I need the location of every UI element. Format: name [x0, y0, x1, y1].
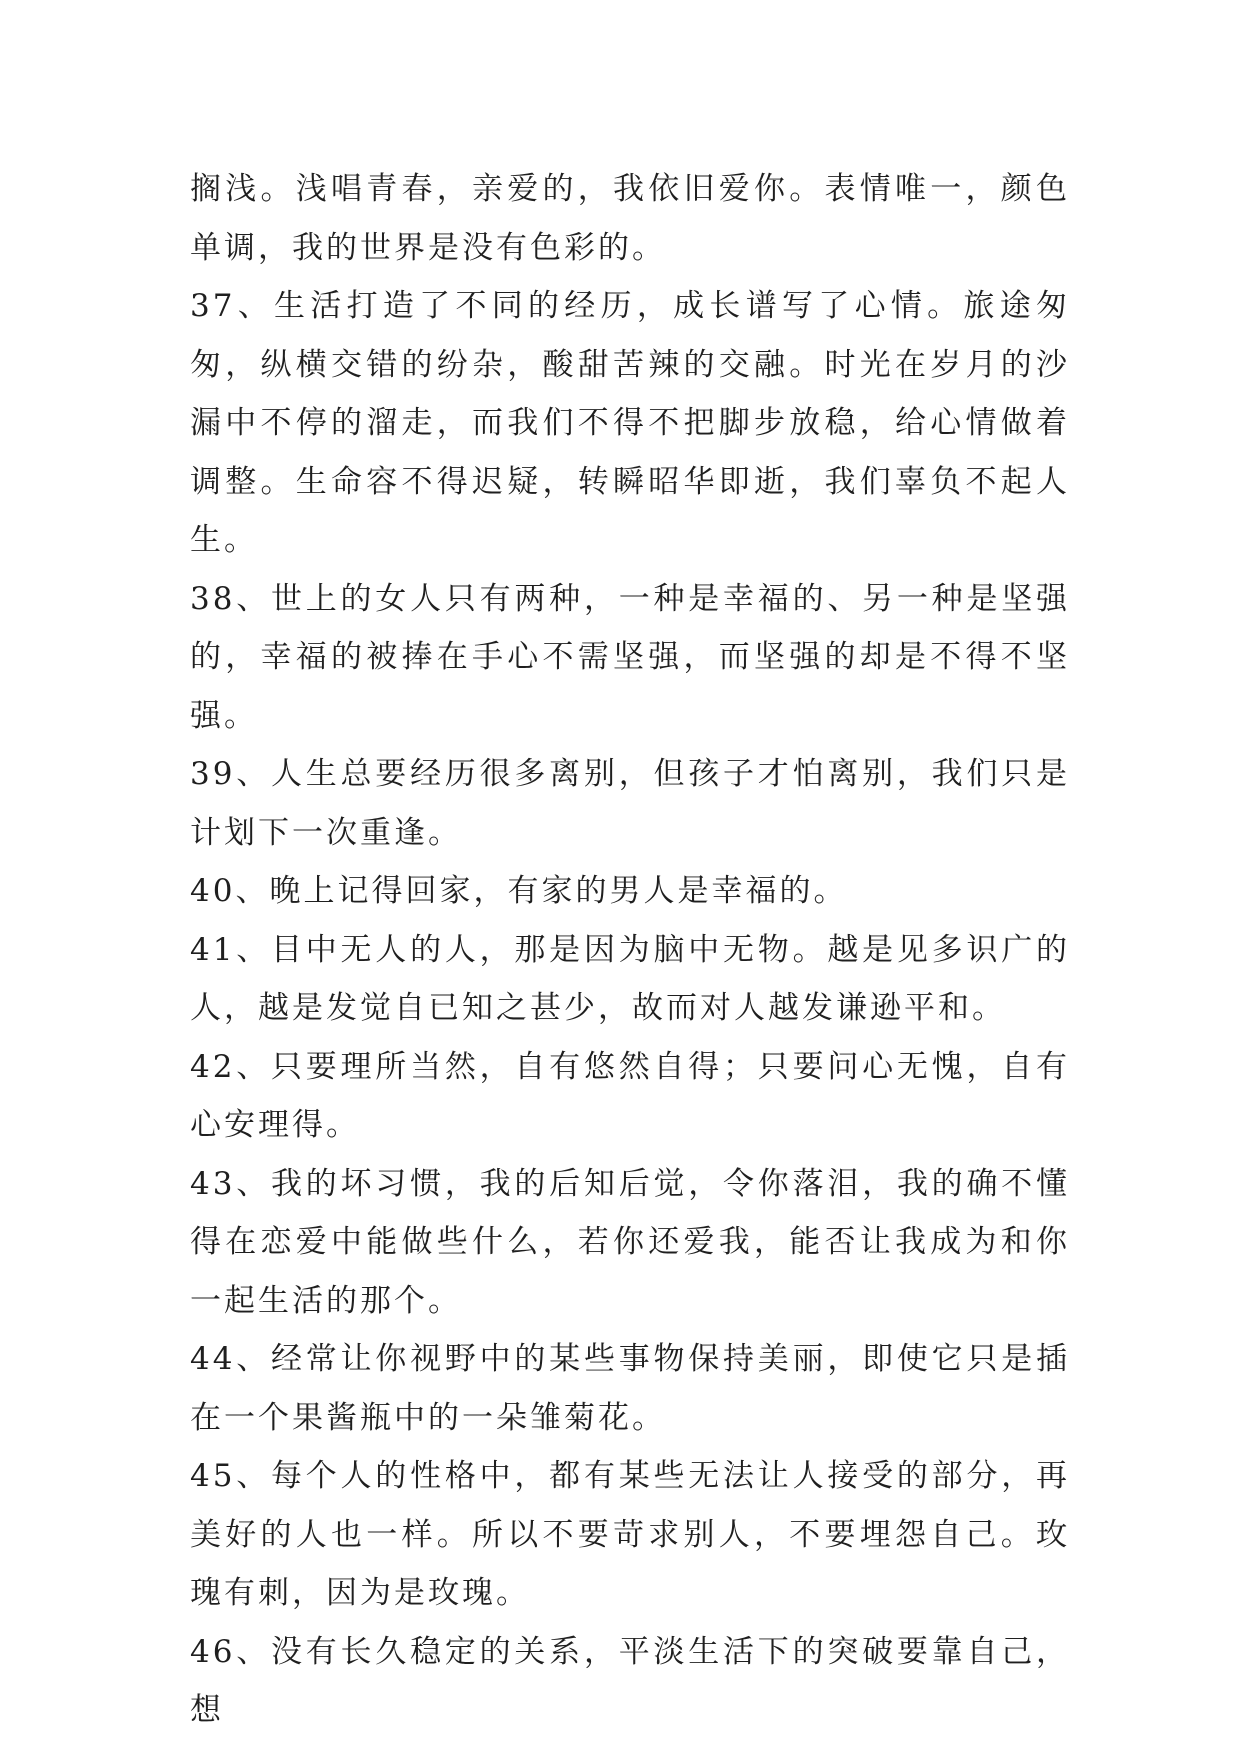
paragraph-41: 41、目中无人的人，那是因为脑中无物。越是见多识广的人，越是发觉自已知之甚少，故而对人越发谦逊平和。 [190, 931, 1070, 1026]
paragraph-37: 37、生活打造了不同的经历，成长谱写了心情。旅途匆匆，纵横交错的纷杂，酸甜苦辣的交融。时光在岁月的沙漏中不停的溜走，而我们不得不把脚步放稳，给心情做着调整。生命容不得迟疑，转瞬昭华即逝，我们辜负不起人生。 [190, 288, 1070, 558]
paragraph-45: 45、每个人的性格中，都有某些无法让人接受的部分，再美好的人也一样。所以不要苛求别人，不要埋怨自己。玫瑰有刺，因为是玫瑰。 [190, 1458, 1070, 1611]
paragraph-43: 43、我的坏习惯，我的后知后觉，令你落泪，我的确不懂得在恋爱中能做些什么，若你还爱我，能否让我成为和你一起生活的那个。 [190, 1165, 1070, 1319]
document-body [190, 160, 1070, 1740]
paragraph-38: 38、世上的女人只有两种，一种是幸福的、另一种是坚强的，幸福的被捧在手心不需坚强，而坚强的却是不得不坚强。 [190, 580, 1070, 734]
paragraph-44: 44、经常让你视野中的某些事物保持美丽，即使它只是插在一个果酱瓶中的一朵雏菊花。 [190, 1341, 1070, 1436]
paragraph-39: 39、人生总要经历很多离别，但孩子才怕离别，我们只是计划下一次重逢。 [190, 756, 1070, 851]
paragraph-40: 40、晚上记得回家，有家的男人是幸福的。 [190, 873, 848, 909]
paragraph-continuation: 搁浅。浅唱青春，亲爱的，我依旧爱你。表情唯一，颜色单调，我的世界是没有色彩的。 [190, 171, 1070, 266]
paragraph-42: 42、只要理所当然，自有悠然自得；只要问心无愧，自有心安理得。 [190, 1048, 1070, 1143]
paragraph-46: 46、没有长久稳定的关系，平淡生活下的突破要靠自己，想 [190, 1633, 1070, 1728]
